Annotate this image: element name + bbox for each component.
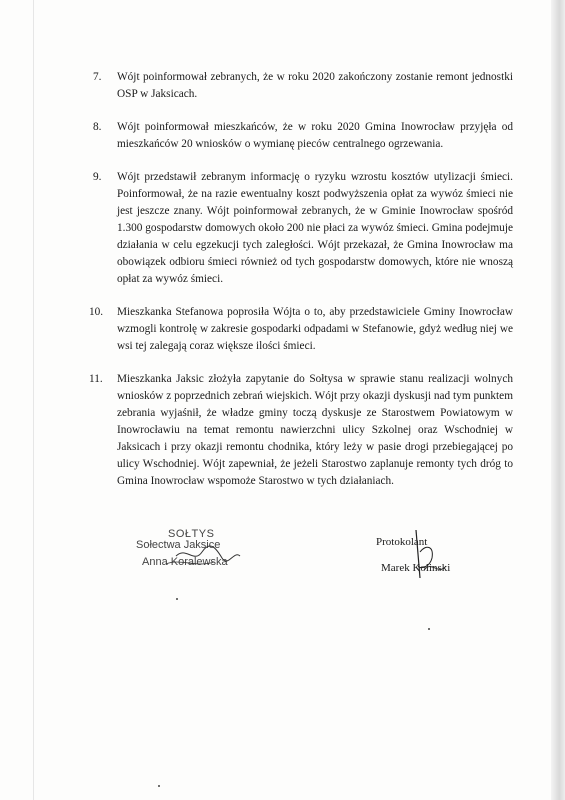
scan-speck (158, 785, 160, 787)
item-number: 11. (89, 373, 103, 385)
scan-right-edge (551, 0, 565, 800)
item-text: Wójt poinformował zebranych, że w roku 2020 zakończony zostanie remont jednostki OSP w Jaksicach. (117, 71, 513, 100)
list-item (93, 119, 513, 153)
protokolant-name: Marek Kolinski (381, 562, 451, 574)
item-text: Wójt przedstawił zebranym informację o ryzyku wzrostu kosztów utylizacji śmieci. Poinformował, że na razie ewentualny koszt podwyższenia opłat za wywóz śmieci nie jest jeszcze znany. Wójt poinformował zebranych, że w Gminie Inowrocław spośród 1.300 gospodarstw domowych około 200 nie płaci za wywóz śmieci. Gmina podejmuje działania w celu egzekucji tych zaległości. Wójt przekazał, że Gmina Inowrocław ma obowiązek odbioru śmieci również od tych gospodarstw domowych, które nie wnoszą opłat za wywóz śmieci. (117, 171, 513, 285)
protokolant-label: Protokolant (376, 536, 428, 548)
list-item (89, 371, 513, 490)
scan-speck (176, 598, 178, 600)
item-number: 9. (93, 171, 102, 183)
list-item (89, 304, 513, 355)
scan-margin-line (33, 0, 34, 800)
stamp-name: Anna Koralewska (142, 556, 228, 568)
stamp-village: Sołectwa Jaksice (136, 539, 221, 551)
protokolant-signature (376, 530, 486, 580)
handwritten-signature-icon (376, 530, 486, 580)
handwritten-signature-icon (136, 528, 266, 578)
stamp-title: SOŁTYS (168, 528, 215, 540)
item-text: Wójt poinformował mieszkańców, że w roku 2020 Gmina Inowrocław przyjęła od mieszkańców 20 wniosków o wymianę pieców centralnego ogrzewania. (117, 121, 513, 150)
list-item (93, 69, 513, 103)
item-text: Mieszkanka Jaksic złożyła zapytanie do Sołtysa w sprawie stanu realizacji wolnych wniosków z poprzednich zebrań wiejskich. Wójt przy okazji dyskusji nad tym punktem zebrania wyjaśnił, że władze gminy toczą dyskusje ze Starostwem Powiatowym w Inowrocławiu na temat remontu nawierzchni ulicy Szkolnej oraz Wschodniej w Jaksicach i przy okazji remontu chodnika, który leży w pasie drogi przebiegającej po ulicy Wschodniej. Wójt zapewniał, że jeżeli Starostwo zaplanuje remonty tych dróg to Gmina Inowrocław wspomoże Starostwo w tych działaniach. (117, 373, 513, 487)
item-number: 7. (93, 71, 102, 83)
item-number: 8. (93, 121, 102, 133)
item-number: 10. (89, 306, 104, 318)
minutes-items-list (89, 69, 513, 506)
soltys-stamp-signature (136, 528, 266, 578)
scan-speck (428, 628, 430, 630)
item-text: Mieszkanka Stefanowa poprosiła Wójta o to, aby przedstawiciele Gminy Inowrocław wzmogli kontrolę w zakresie gospodarki odpadami w Stefanowie, gdyż według niej we wsi tej zalegają coraz większe ilości śmieci. (117, 306, 513, 352)
list-item (93, 169, 513, 288)
